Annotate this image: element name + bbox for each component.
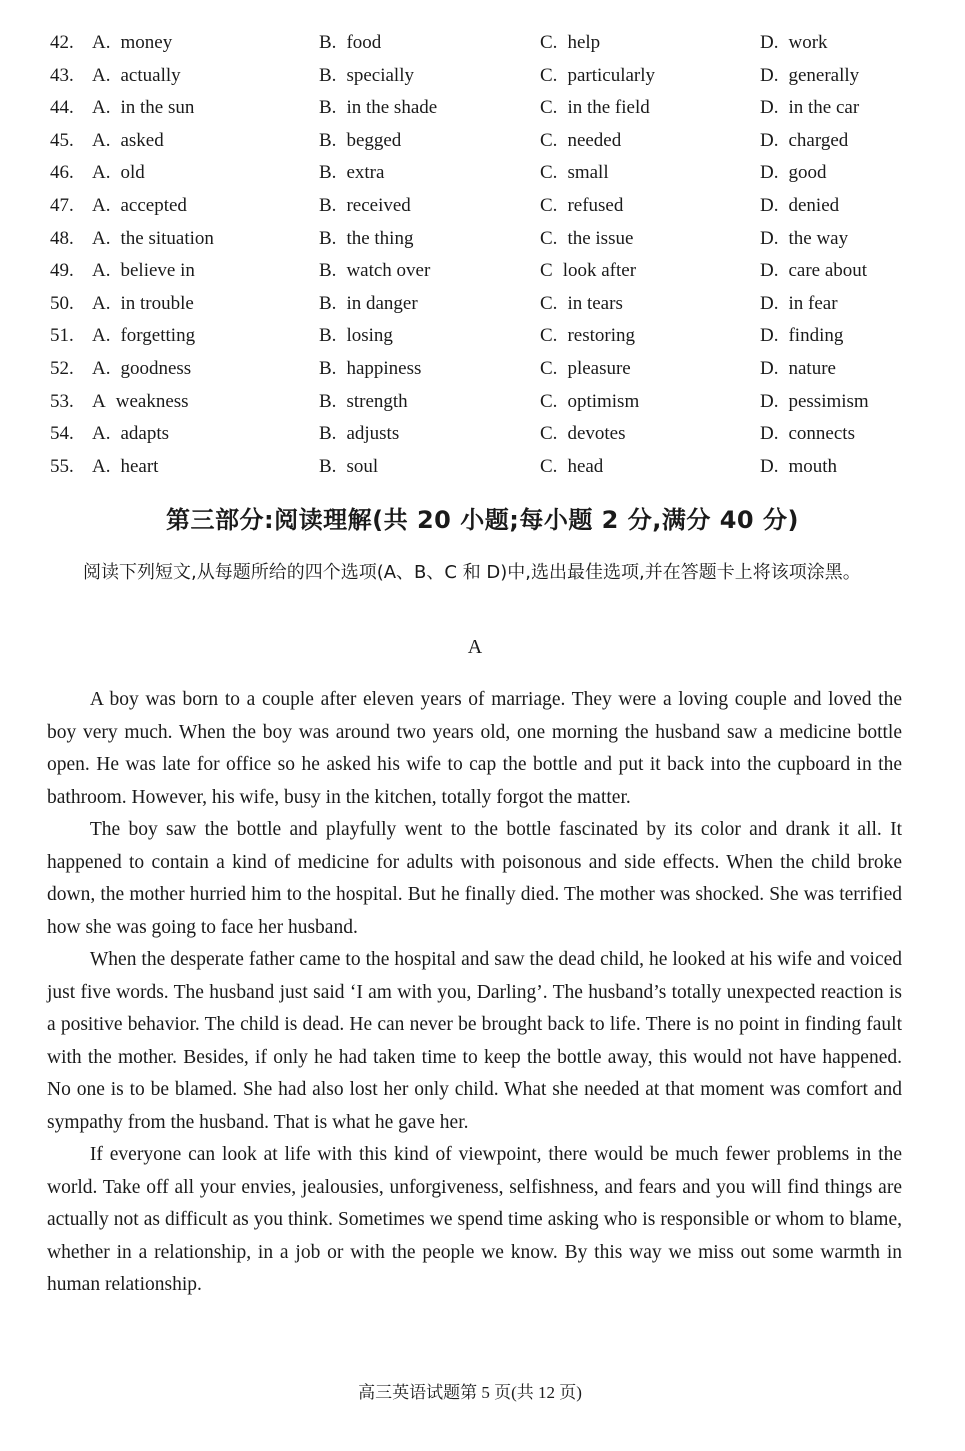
option-letter-c: C. bbox=[540, 357, 558, 379]
option-d bbox=[760, 421, 855, 447]
option-text-c: look after bbox=[562, 260, 637, 282]
option-text-a: in the sun bbox=[120, 97, 195, 119]
cloze-options-list bbox=[0, 30, 965, 486]
option-b bbox=[319, 356, 421, 382]
option-text-a: heart bbox=[120, 455, 159, 477]
option-text-b: begged bbox=[346, 129, 402, 151]
question-number: 48. bbox=[50, 227, 74, 249]
option-text-c: in tears bbox=[567, 292, 623, 314]
option-text-c: help bbox=[567, 32, 601, 53]
option-a bbox=[92, 226, 214, 252]
option-c bbox=[540, 193, 623, 219]
option-d bbox=[760, 30, 828, 56]
option-c bbox=[540, 291, 623, 317]
option-letter-d: D. bbox=[760, 162, 779, 184]
option-a bbox=[92, 356, 191, 382]
option-a bbox=[92, 95, 194, 121]
option-letter-c: C. bbox=[540, 455, 558, 477]
option-c bbox=[540, 454, 603, 480]
option-d bbox=[760, 193, 839, 219]
option-letter-b: B. bbox=[319, 97, 337, 119]
option-b bbox=[319, 193, 411, 219]
option-text-b: adjusts bbox=[346, 423, 400, 445]
option-letter-d: D. bbox=[760, 32, 779, 53]
question-option-row bbox=[0, 389, 965, 422]
option-text-d: denied bbox=[788, 194, 840, 216]
option-text-b: in the shade bbox=[346, 97, 438, 119]
option-b bbox=[319, 128, 401, 154]
option-letter-c: C. bbox=[540, 292, 558, 314]
option-b bbox=[319, 421, 399, 447]
option-letter-b: B. bbox=[319, 423, 337, 445]
option-text-a: adapts bbox=[120, 423, 170, 445]
question-option-row bbox=[0, 160, 965, 193]
option-letter-d: D. bbox=[760, 97, 779, 119]
option-text-a: weakness bbox=[115, 390, 189, 412]
question-number: 55. bbox=[50, 455, 74, 477]
option-text-c: particularly bbox=[567, 64, 656, 86]
option-letter-a: A. bbox=[92, 423, 111, 445]
option-a bbox=[92, 389, 189, 415]
option-text-d: in the car bbox=[788, 97, 860, 119]
option-c bbox=[540, 95, 650, 121]
option-letter-b: B. bbox=[319, 64, 337, 86]
option-letter-c: C. bbox=[540, 194, 558, 216]
option-d bbox=[760, 128, 848, 154]
option-d bbox=[760, 323, 843, 349]
option-text-b: losing bbox=[346, 325, 393, 347]
option-text-c: refused bbox=[567, 194, 624, 216]
option-a bbox=[92, 258, 195, 284]
option-d bbox=[760, 160, 826, 186]
option-text-b: specially bbox=[346, 64, 414, 86]
option-letter-c: C. bbox=[540, 129, 558, 151]
option-text-b: strength bbox=[346, 390, 408, 412]
question-option-row bbox=[0, 63, 965, 96]
option-a bbox=[92, 323, 195, 349]
option-letter-a: A. bbox=[92, 227, 111, 249]
option-b bbox=[319, 258, 430, 284]
section-title: 第三部分:阅读理解(共 20 小题;每小题 2 分,满分 40 分) bbox=[166, 506, 799, 534]
option-letter-a: A. bbox=[92, 260, 111, 282]
option-text-a: goodness bbox=[120, 357, 192, 379]
option-letter-a: A. bbox=[92, 162, 111, 184]
option-text-a: money bbox=[120, 32, 173, 53]
option-text-a: actually bbox=[120, 64, 181, 86]
option-text-c: pleasure bbox=[567, 357, 631, 379]
option-a bbox=[92, 193, 187, 219]
option-d bbox=[760, 63, 859, 89]
option-letter-d: D. bbox=[760, 64, 779, 86]
option-a bbox=[92, 454, 158, 480]
option-letter-b: B. bbox=[319, 227, 337, 249]
option-c bbox=[540, 160, 609, 186]
option-letter-d: D. bbox=[760, 390, 779, 412]
option-letter-d: D. bbox=[760, 227, 779, 249]
option-letter-b: B. bbox=[319, 455, 337, 477]
question-option-row bbox=[0, 128, 965, 161]
option-a bbox=[92, 128, 164, 154]
option-text-b: soul bbox=[346, 455, 379, 477]
option-a bbox=[92, 421, 169, 447]
option-b bbox=[319, 389, 408, 415]
option-c bbox=[540, 323, 635, 349]
question-option-row bbox=[0, 291, 965, 324]
option-text-a: believe in bbox=[120, 260, 195, 282]
option-text-d: in fear bbox=[788, 292, 838, 314]
question-number: 49. bbox=[50, 260, 74, 282]
option-letter-a: A. bbox=[92, 129, 111, 151]
question-number: 52. bbox=[50, 357, 74, 379]
option-text-d: pessimism bbox=[788, 390, 869, 412]
option-d bbox=[760, 389, 869, 415]
option-c bbox=[540, 421, 625, 447]
question-option-row bbox=[0, 258, 965, 291]
question-option-row bbox=[0, 323, 965, 356]
option-a bbox=[92, 30, 172, 56]
option-b bbox=[319, 160, 384, 186]
option-text-a: asked bbox=[120, 129, 164, 151]
question-number: 45. bbox=[50, 129, 74, 151]
option-letter-b: B. bbox=[319, 129, 337, 151]
option-letter-d: D. bbox=[760, 325, 779, 347]
question-number: 47. bbox=[50, 194, 74, 216]
question-number: 53. bbox=[50, 390, 74, 412]
option-letter-b: B. bbox=[319, 32, 337, 53]
question-option-row bbox=[0, 356, 965, 389]
passage-label: A bbox=[467, 636, 483, 658]
option-letter-c: C. bbox=[540, 227, 558, 249]
question-number: 43. bbox=[50, 64, 74, 86]
option-letter-c: C. bbox=[540, 32, 558, 53]
option-b bbox=[319, 226, 413, 252]
option-text-b: received bbox=[346, 194, 411, 216]
option-text-c: devotes bbox=[567, 423, 626, 445]
passage-paragraph: If everyone can look at life with this kind of viewpoint, there would be much fewer problems in the world. Take off all your envies, jealousies, unforgiveness, selfishness, and fears and you will find things are actually not as difficult as you think. Sometimes we spend time asking who is responsible or whom to blame, whether in a relationship, in a job or with the people we know. By this way we miss out some warmth in human relationship. bbox=[47, 1144, 902, 1295]
option-letter-d: D. bbox=[760, 129, 779, 151]
option-text-d: generally bbox=[788, 64, 860, 86]
option-letter-d: D. bbox=[760, 357, 779, 379]
option-text-d: good bbox=[788, 162, 827, 184]
option-letter-a: A. bbox=[92, 64, 111, 86]
option-letter-c: C. bbox=[540, 423, 558, 445]
option-letter-a: A. bbox=[92, 357, 111, 379]
option-letter-d: D. bbox=[760, 423, 779, 445]
option-c bbox=[540, 226, 633, 252]
question-number: 54. bbox=[50, 423, 74, 445]
passage-paragraph: The boy saw the bottle and playfully went to the bottle fascinated by its color and drank it all. It happened to contain a kind of medicine for adults with poisonous and side effects. When the child broke down, the mother hurried him to the hospital. But he finally died. The mother was shocked. She was terrified how she was going to face her husband. bbox=[47, 819, 902, 938]
option-letter-a: A. bbox=[92, 194, 111, 216]
option-text-a: old bbox=[120, 162, 145, 184]
passage-paragraph: A boy was born to a couple after eleven years of marriage. They were a loving couple and loved the boy very much. When the boy was around two years old, one morning the husband saw a medicine bottle open. He was late for office so he asked his wife to cap the bottle and put it back into the cupboard in the bathroom. However, his wife, busy in the kitchen, totally forgot the matter. bbox=[47, 689, 902, 808]
option-letter-a: A. bbox=[92, 325, 111, 347]
option-letter-a: A bbox=[92, 390, 106, 412]
option-c bbox=[540, 63, 655, 89]
option-text-a: accepted bbox=[120, 194, 187, 216]
option-c bbox=[540, 30, 600, 56]
option-text-b: extra bbox=[346, 162, 385, 184]
passage-a bbox=[47, 684, 902, 1302]
option-letter-c: C. bbox=[540, 390, 558, 412]
question-number: 46. bbox=[50, 162, 74, 184]
question-number: 51. bbox=[50, 325, 74, 347]
option-d bbox=[760, 258, 867, 284]
option-text-a: the situation bbox=[120, 227, 214, 249]
option-letter-c: C. bbox=[540, 325, 558, 347]
option-d bbox=[760, 95, 859, 121]
option-text-c: small bbox=[567, 162, 609, 184]
option-text-a: in trouble bbox=[120, 292, 194, 314]
option-letter-c: C. bbox=[540, 64, 558, 86]
option-letter-b: B. bbox=[319, 325, 337, 347]
option-text-d: work bbox=[788, 32, 828, 53]
option-letter-a: A. bbox=[92, 97, 111, 119]
section-instructions: 阅读下列短文,从每题所给的四个选项(A、B、C 和 D)中,选出最佳选项,并在答题卡上将该项涂黑。 bbox=[83, 562, 861, 583]
option-c bbox=[540, 389, 639, 415]
option-letter-b: B. bbox=[319, 260, 337, 282]
option-letter-b: B. bbox=[319, 194, 337, 216]
option-d bbox=[760, 291, 838, 317]
option-c bbox=[540, 356, 631, 382]
page-footer: 高三英语试题第 5 页(共 12 页) bbox=[358, 1383, 582, 1402]
option-text-c: head bbox=[567, 455, 604, 477]
option-letter-d: D. bbox=[760, 292, 779, 314]
option-letter-a: A. bbox=[92, 32, 111, 53]
option-d bbox=[760, 454, 837, 480]
option-text-d: mouth bbox=[788, 455, 838, 477]
option-letter-b: B. bbox=[319, 357, 337, 379]
question-option-row bbox=[0, 95, 965, 128]
option-b bbox=[319, 63, 414, 89]
option-letter-a: A. bbox=[92, 455, 111, 477]
option-letter-c: C. bbox=[540, 97, 558, 119]
option-text-b: in danger bbox=[346, 292, 418, 314]
option-letter-d: D. bbox=[760, 260, 779, 282]
option-a bbox=[92, 160, 145, 186]
option-text-d: care about bbox=[788, 260, 868, 282]
option-a bbox=[92, 291, 194, 317]
question-option-row bbox=[0, 454, 965, 487]
option-text-b: happiness bbox=[346, 357, 422, 379]
question-number: 50. bbox=[50, 292, 74, 314]
option-text-b: watch over bbox=[346, 260, 431, 282]
question-option-row bbox=[0, 421, 965, 454]
question-option-row bbox=[0, 193, 965, 226]
option-text-b: the thing bbox=[346, 227, 414, 249]
option-letter-b: B. bbox=[319, 162, 337, 184]
option-text-d: nature bbox=[788, 357, 836, 379]
question-option-row bbox=[0, 226, 965, 259]
option-d bbox=[760, 226, 848, 252]
option-a bbox=[92, 63, 181, 89]
option-d bbox=[760, 356, 836, 382]
option-b bbox=[319, 95, 437, 121]
option-b bbox=[319, 30, 381, 56]
option-text-c: restoring bbox=[567, 325, 635, 347]
option-letter-c: C bbox=[540, 260, 553, 282]
option-text-d: connects bbox=[788, 423, 855, 445]
option-letter-d: D. bbox=[760, 455, 779, 477]
option-c bbox=[540, 128, 621, 154]
option-b bbox=[319, 323, 393, 349]
option-text-b: food bbox=[346, 32, 382, 53]
option-b bbox=[319, 454, 378, 480]
option-letter-c: C. bbox=[540, 162, 558, 184]
option-c bbox=[540, 258, 636, 284]
option-text-a: forgetting bbox=[120, 325, 196, 347]
option-letter-b: B. bbox=[319, 390, 337, 412]
option-text-c: needed bbox=[567, 129, 622, 151]
option-b bbox=[319, 291, 418, 317]
question-number: 42. bbox=[50, 32, 74, 53]
passage-paragraph: When the desperate father came to the hospital and saw the dead child, he looked at his wife and voiced just five words. The husband just said ‘I am with you, Darling’. The husband’s totally unexpected reaction is a positive behavior. The child is dead. He can never be brought back to life. There is no point in finding fault with the mother. Besides, if only he had taken time to keep the bottle away, this would not have happened. No one is to be blamed. She had also lost her only child. What she needed at that moment was comfort and sympathy from the husband. That is what he gave her. bbox=[47, 949, 902, 1133]
option-text-d: finding bbox=[788, 325, 844, 347]
question-number: 44. bbox=[50, 97, 74, 119]
option-letter-d: D. bbox=[760, 194, 779, 216]
option-text-c: in the field bbox=[567, 97, 650, 119]
option-text-d: the way bbox=[788, 227, 849, 249]
option-text-c: the issue bbox=[567, 227, 634, 249]
option-text-d: charged bbox=[788, 129, 849, 151]
option-text-c: optimism bbox=[567, 390, 640, 412]
question-option-row bbox=[0, 30, 965, 63]
option-letter-a: A. bbox=[92, 292, 111, 314]
option-letter-b: B. bbox=[319, 292, 337, 314]
